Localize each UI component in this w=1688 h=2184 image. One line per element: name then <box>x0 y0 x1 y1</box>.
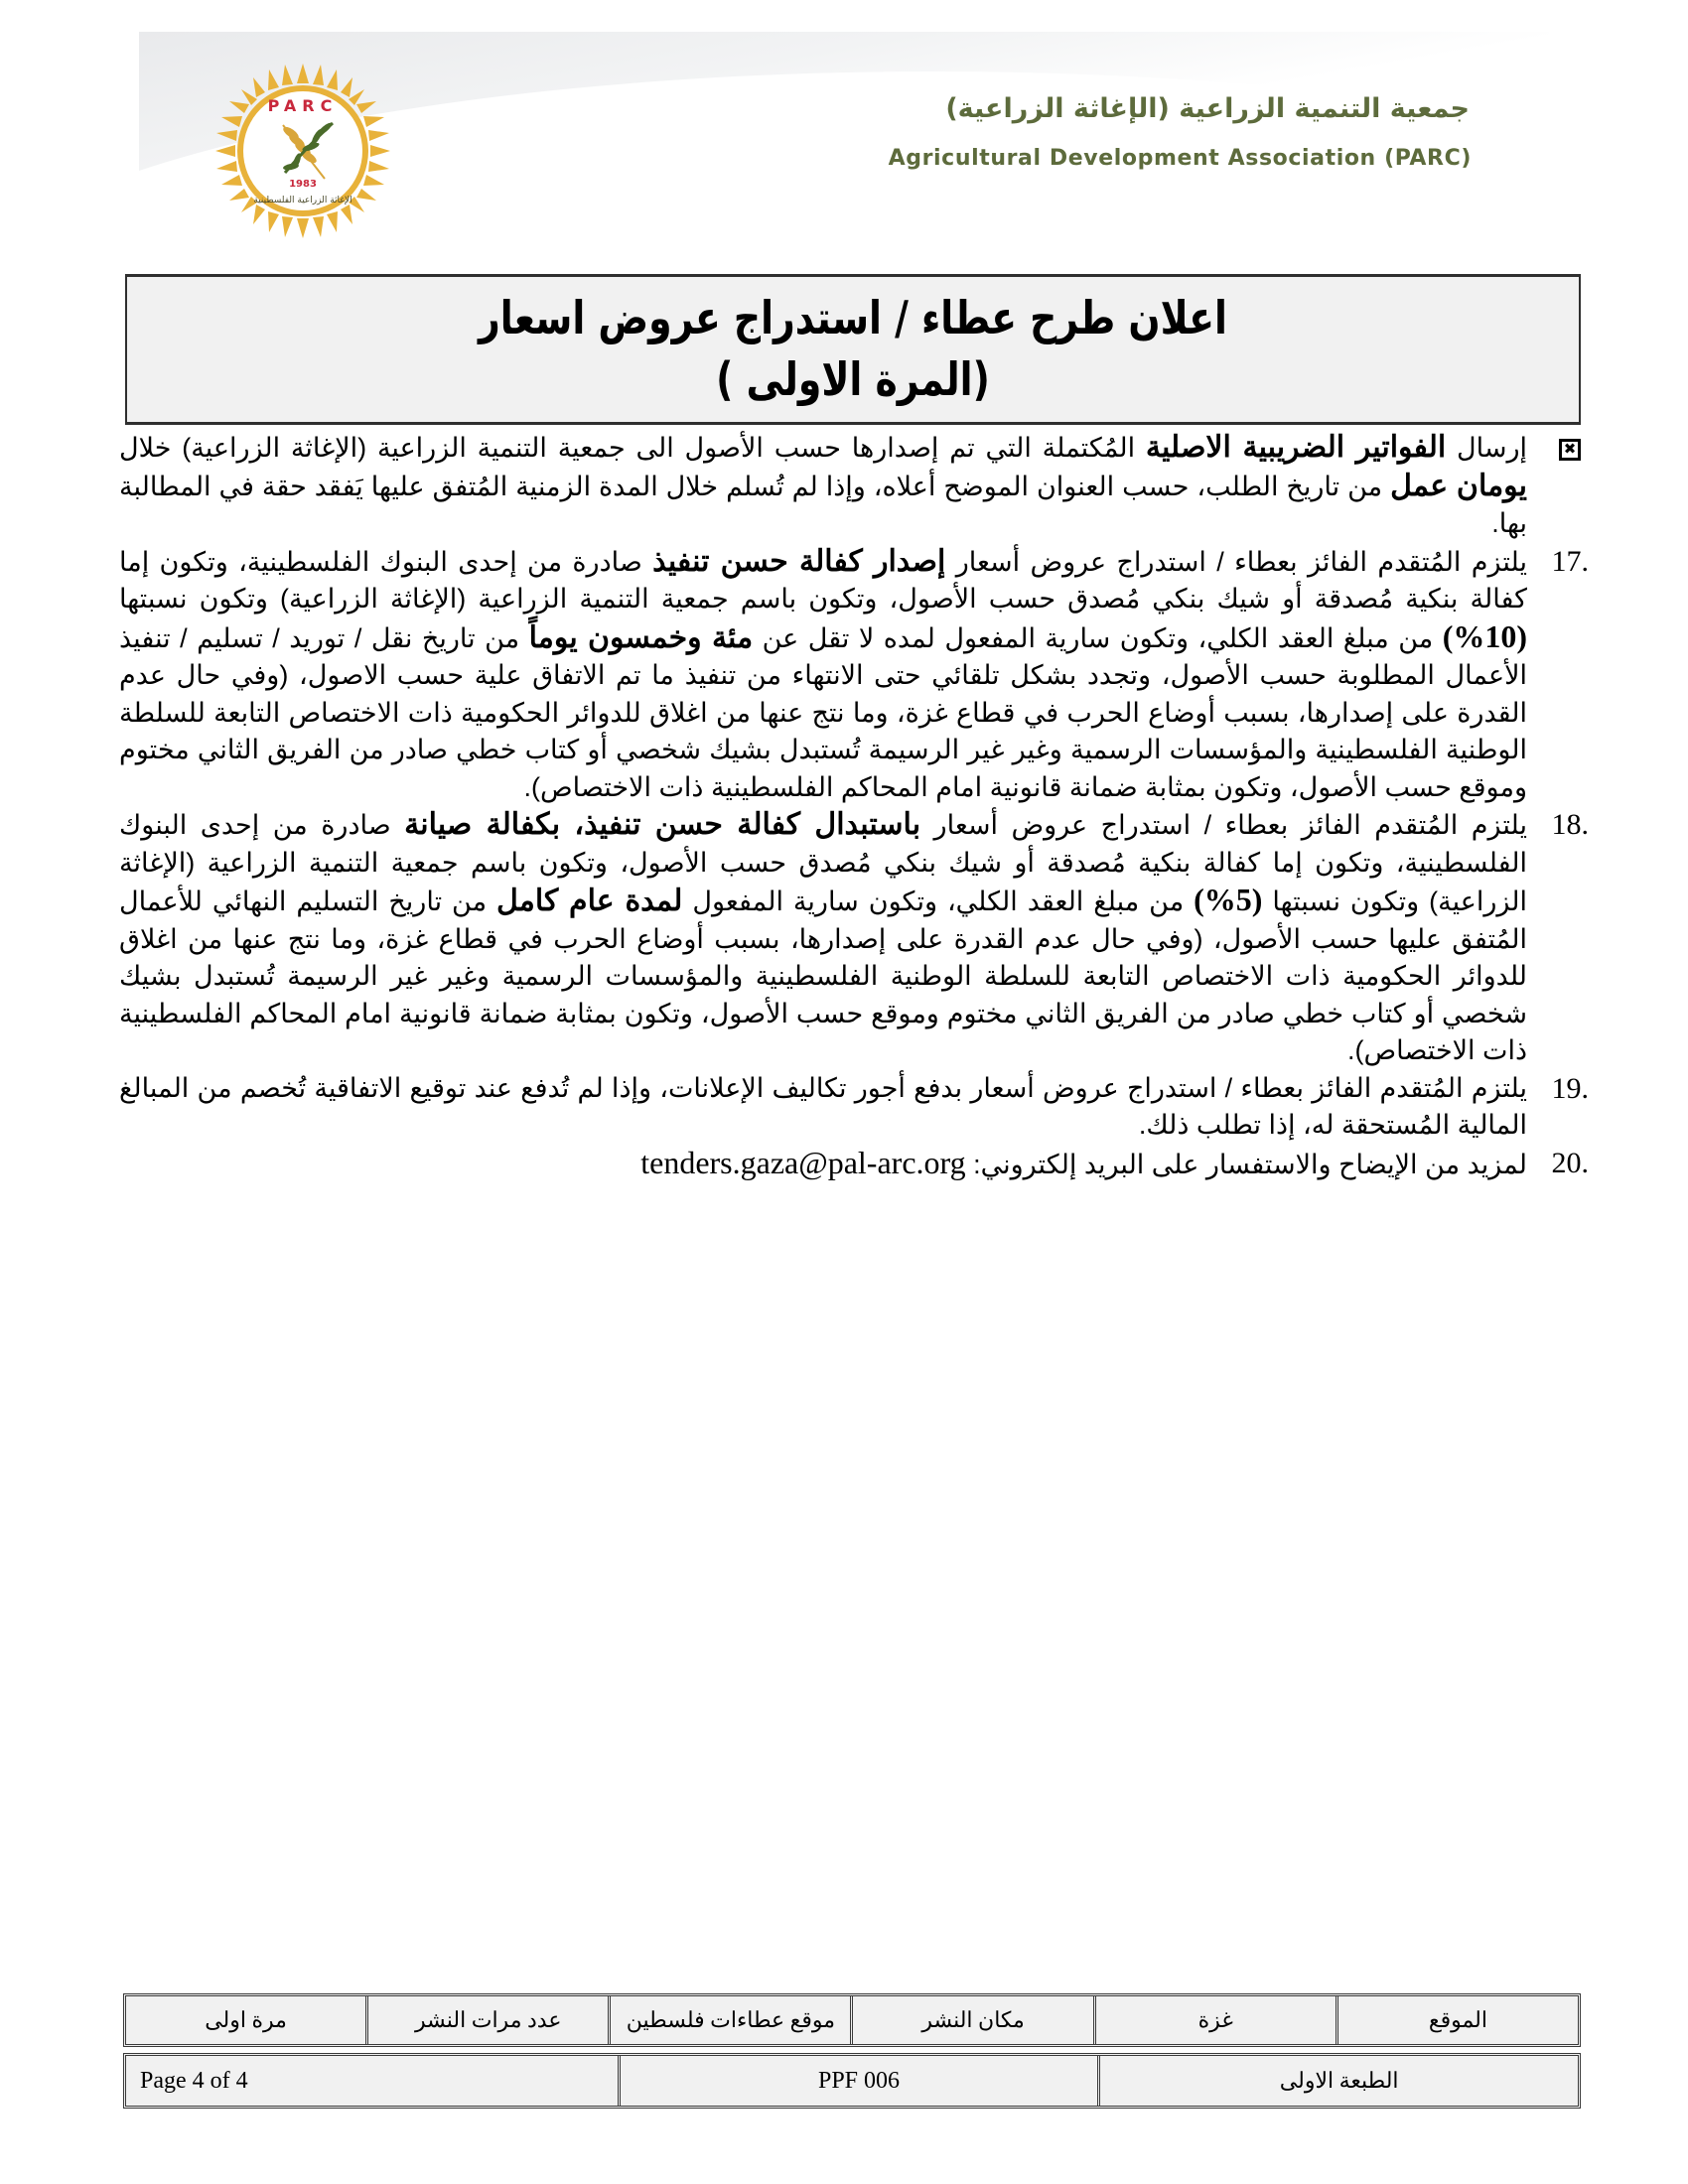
text-segment: من تاريخ الطلب، حسب العنوان الموضح أعلاه، وإذا لم تُسلم خلال المدة الزمنية المُتفق عليها يَفقد حقة في المطالبة بها. <box>119 471 1527 538</box>
footer-cell-location-value: غزة <box>1093 1996 1336 2044</box>
list-item <box>119 806 1589 1070</box>
list-item-text <box>119 1145 1527 1184</box>
org-name-arabic: جمعية التنمية الزراعية (الإغاثة الزراعية) <box>945 93 1470 124</box>
list-item-text <box>119 1070 1527 1145</box>
footer-cell-publish-count-label: عدد مرات النشر <box>365 1996 608 2044</box>
list-item <box>119 543 1589 807</box>
text-segment: يلتزم المُتقدم الفائز بعطاء / استدراج عروض أسعار <box>920 810 1528 840</box>
text-segment: صادرة من إحدى البنوك الفلسطينية، وتكون إما كفالة بنكية مُصدقة أو شيك بنكي مُصدق حسب الأصول، وتكون باسم جمعية التنمية الزراعية (الإغاثة الزراعية) وتكون نسبتها <box>119 810 1528 916</box>
list-item <box>119 1145 1589 1184</box>
page-title: اعلان طرح عطاء / استدراج عروض اسعار <box>479 291 1227 344</box>
footer-cell-publish-count-value: مرة اولى <box>205 2007 287 2032</box>
footer-publication-row <box>123 1993 1581 2047</box>
footer-cell-location-label: الموقع <box>1336 1996 1578 2044</box>
emphasized-text: الفواتير الضريبية الاصلية <box>1145 431 1447 464</box>
list-item-text <box>119 429 1527 543</box>
page-subtitle: (المرة الاولى ) <box>716 352 990 406</box>
footer-document-info-row <box>123 2053 1581 2109</box>
svg-text:الإغاثة الزراعية الفلسطينية: الإغاثة الزراعية الفلسطينية <box>253 196 352 205</box>
list-item-text <box>119 806 1527 1070</box>
text-segment: من مبلغ العقد الكلي، وتكون سارية المفعول <box>682 887 1195 916</box>
emphasized-text: (5%) <box>1194 882 1263 917</box>
footer-cell-doc-code: PPF 006 <box>618 2056 1098 2106</box>
emphasized-text: لمدة عام كامل <box>496 885 683 917</box>
emphasized-text: (10%) <box>1442 617 1527 654</box>
list-item-number: 19. <box>1551 1071 1589 1105</box>
text-segment: لمزيد من الإيضاح والاستفسار على البريد إلكتروني: <box>965 1149 1527 1179</box>
terms-list <box>119 429 1589 1183</box>
list-item <box>119 1070 1589 1145</box>
text-segment: من تاريخ نقل / توريد / تسليم / تنفيذ الأعمال المطلوبة حسب الأصول، وتجدد بشكل تلقائي حتى الانتهاء من تنفيذ ما تم الاتفاق علية حسب الاصول، (وفي حال عدم القدرة على إصدارها، بسبب أوضاع الحرب في قطاع غزة، وما نتج عنها من اغلاق للدوائر الحكومية ذات الاختصاص التابعة للسلطة الوطنية الفلسطينية والمؤسسات الرسمية وغير غير الرسيمة تُستبدل بشيك شخصي أو كتاب خطي صادر من الفريق الثاني مختوم وموقع حسب الأصول، وتكون بمثابة ضمانة قانونية امام المحاكم الفلسطينية ذات الاختصاص). <box>119 622 1527 802</box>
list-item-number: 18. <box>1551 808 1589 841</box>
footer-cell-page-number: Page 4 of 4 <box>139 2067 248 2094</box>
org-name-english: Agricultural Development Association (PARC) <box>888 146 1472 171</box>
footer-cell-publish-place-label: مكان النشر <box>850 1996 1092 2044</box>
letterhead <box>139 32 1549 245</box>
list-item-text <box>119 543 1527 807</box>
text-segment: المُكتملة التي تم إصدارها حسب الأصول الى جمعية التنمية الزراعية (الإغاثة الزراعية) خلال <box>119 433 1146 463</box>
emphasized-text: يومان عمل <box>1390 469 1528 502</box>
emphasized-text: باستبدال كفالة حسن تنفيذ، بكفالة صيانة <box>404 808 921 841</box>
svg-text:PARC: PARC <box>267 96 339 115</box>
emphasized-text: مئة وخمسون يوماً <box>528 620 754 654</box>
svg-text:1983: 1983 <box>289 179 317 190</box>
emphasized-text: إصدار كفالة حسن تنفيذ <box>652 544 946 578</box>
list-item-number: 17. <box>1551 544 1589 578</box>
document-footer-table <box>123 1993 1581 2109</box>
footer-cell-publish-place-value: موقع عطاءات فلسطين <box>608 1996 850 2044</box>
checkbox-x-bullet-icon: ✖ <box>1559 439 1581 461</box>
list-item <box>119 429 1589 543</box>
text-segment: إرسال <box>1446 433 1527 463</box>
text-segment: من تاريخ التسليم النهائي للأعمال المُتفق عليها حسب الأصول، (وفي حال عدم القدرة على إصدارها، بسبب أوضاع الحرب في قطاع غزة، وما نتج عنها من اغلاق للدوائر الحكومية ذات الاختصاص التابعة للسلطة الوطنية الفلسطينية والمؤسسات الرسمية وغير غير الرسيمة تُستبدل بشيك شخصي أو كتاب خطي صادر من الفريق الثاني مختوم وموقع حسب الأصول، وتكون بمثابة ضمانة قانونية امام المحاكم الفلسطينية ذات الاختصاص). <box>119 887 1527 1065</box>
footer-cell-edition: الطبعة الاولى <box>1097 2056 1578 2106</box>
text-segment: يلتزم المُتقدم الفائز بعطاء / استدراج عروض أسعار <box>945 546 1527 577</box>
email-link[interactable]: tenders.gaza@pal-arc.org <box>640 1144 966 1180</box>
parc-logo-icon <box>213 62 392 240</box>
text-segment: صادرة من إحدى البنوك الفلسطينية، وتكون إما كفالة بنكية مُصدقة أو شيك بنكي مُصدق حسب الأصول، وتكون باسم جمعية التنمية الزراعية (الإغاثة الزراعية) وتكون نسبتها <box>119 546 1527 614</box>
text-segment: من مبلغ العقد الكلي، وتكون سارية المفعول لمده لا تقل عن <box>753 622 1443 653</box>
announcement-title-box <box>125 274 1581 425</box>
list-item-number: 20. <box>1551 1146 1589 1179</box>
text-segment: يلتزم المُتقدم الفائز بعطاء / استدراج عروض أسعار بدفع أجور تكاليف الإعلانات، وإذا لم تُدفع عند توقيع الاتفاقية تُخصم من المبالغ المالية المُستحقة له، إذا تطلب ذلك. <box>119 1072 1527 1140</box>
